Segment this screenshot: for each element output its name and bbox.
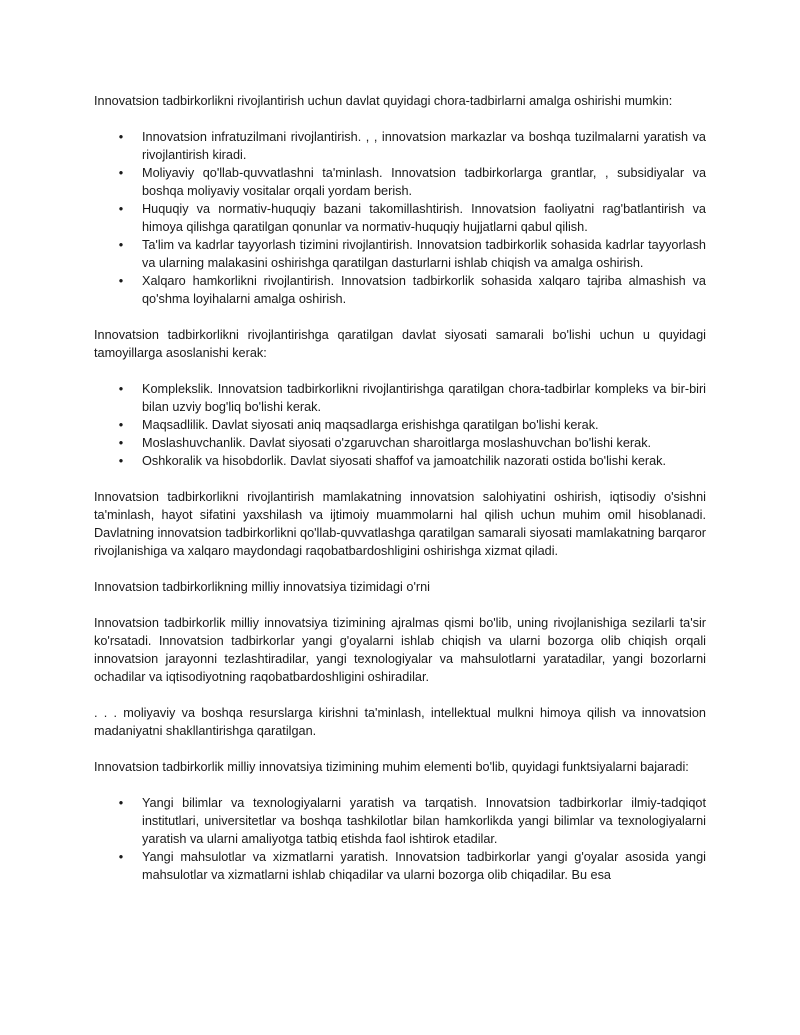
list-item-text: Huquqiy va normativ-huquqiy bazani takomillashtirish. Innovatsion faoliyatni rag'batlantirish va himoya qilishga qaratilgan qonunlar va normativ-huquqiy hujjatlarni qabul qilish. bbox=[142, 202, 706, 234]
intro-paragraph: Innovatsion tadbirkorlikni rivojlantirish uchun davlat quyidagi chora-tadbirlarni amalga oshirishi mumkin: bbox=[94, 94, 673, 108]
principles-list bbox=[94, 380, 706, 470]
document-page bbox=[94, 92, 706, 884]
measures-list bbox=[94, 128, 706, 308]
bullet-icon: • bbox=[118, 436, 124, 450]
list-item bbox=[94, 236, 706, 272]
section-paragraph-2: . . . moliyaviy va boshqa resurslarga kirishni ta'minlash, intellektual mulkni himoya qilish va innovatsion madaniyatni shakllantirishga qaratilgan. bbox=[94, 706, 706, 738]
list-item bbox=[94, 848, 706, 884]
bullet-icon: • bbox=[118, 238, 124, 252]
bullet-icon: • bbox=[118, 796, 124, 810]
functions-list bbox=[94, 794, 706, 884]
bullet-icon: • bbox=[118, 274, 124, 288]
list-item-text: Moliyaviy qo'llab-quvvatlashni ta'minlash. Innovatsion tadbirkorlarga grantlar, , subsidiyalar va boshqa moliyaviy vositalar orqali yordam berish. bbox=[142, 166, 706, 198]
bullet-icon: • bbox=[118, 130, 124, 144]
list-item bbox=[94, 380, 706, 416]
list-item bbox=[94, 452, 706, 470]
list-item-text: Ta'lim va kadrlar tayyorlash tizimini rivojlantirish. Innovatsion tadbirkorlik sohasida kadrlar tayyorlash va ularning malakasini oshirishga qaratilgan dasturlarni ishlab chiqish va amalga oshirish. bbox=[142, 238, 706, 270]
list-item-text: Moslashuvchanlik. Davlat siyosati o'zgaruvchan sharoitlarga moslashuvchan bo'lishi kerak. bbox=[142, 436, 652, 450]
list-item-text: Xalqaro hamkorlikni rivojlantirish. Innovatsion tadbirkorlik sohasida xalqaro tajriba almashish va qo'shma loyihalarni amalga oshirish. bbox=[142, 274, 706, 306]
list-item bbox=[94, 272, 706, 308]
bullet-icon: • bbox=[118, 418, 124, 432]
list-item bbox=[94, 794, 706, 848]
functions-intro-paragraph: Innovatsion tadbirkorlik milliy innovatsiya tizimining muhim elementi bo'lib, quyidagi funktsiyalarni bajaradi: bbox=[94, 760, 689, 774]
section-paragraph-1: Innovatsion tadbirkorlik milliy innovatsiya tizimining ajralmas qismi bo'lib, uning rivojlanishiga sezilarli ta'sir ko'rsatadi. Innovatsion tadbirkorlar yangi g'oyalarni ishlab chiqish va ularni bozorga olib chiqish orqali innovatsion jarayonni tezlashtiradilar, yangi texnologiyalar va mahsulotlarni yaratadilar, yangi bozorlarni ochadilar va iqtisodiyotning raqobatbardoshligini oshiradilar. bbox=[94, 616, 706, 684]
bullet-icon: • bbox=[118, 850, 124, 864]
conclusion-paragraph: Innovatsion tadbirkorlikni rivojlantirish mamlakatning innovatsion salohiyatini oshirish, iqtisodiy o'sishni ta'minlash, hayot sifatini yaxshilash va ijtimoiy muammolarni hal qilish uchun muhim omil hisoblanadi. Davlatning innovatsion tadbirkorlikni qo'llab-quvvatlashga qaratilgan samarali siyosati mamlakatning barqaror rivojlanishiga va xalqaro maydondagi raqobatbardoshligini oshirishga xizmat qiladi. bbox=[94, 490, 706, 558]
list-item-text: Yangi bilimlar va texnologiyalarni yaratish va tarqatish. Innovatsion tadbirkorlar ilmiy-tadqiqot institutlari, universitetlar va boshqa tashkilotlar bilan hamkorlikda yangi bilimlar va texnologiyalarni yaratish va ularni amaliyotga tatbiq etishda faol ishtirok etadilar. bbox=[142, 796, 706, 846]
principles-intro-paragraph: Innovatsion tadbirkorlikni rivojlantirishga qaratilgan davlat siyosati samarali bo'lishi uchun u quyidagi tamoyillarga asoslanishi kerak: bbox=[94, 328, 706, 360]
list-item-text: Komplekslik. Innovatsion tadbirkorlikni rivojlantirishga qaratilgan chora-tadbirlar kompleks va bir-biri bilan uzviy bog'liq bo'lishi kerak. bbox=[142, 382, 706, 414]
bullet-icon: • bbox=[118, 382, 124, 396]
list-item-text: Yangi mahsulotlar va xizmatlarni yaratish. Innovatsion tadbirkorlar yangi g'oyalar asosida yangi mahsulotlar va xizmatlarni ishlab chiqadilar va ularni bozorga olib chiqadilar. Bu esa bbox=[142, 850, 706, 882]
list-item bbox=[94, 164, 706, 200]
bullet-icon: • bbox=[118, 454, 124, 468]
section-heading: Innovatsion tadbirkorlikning milliy innovatsiya tizimidagi o'rni bbox=[94, 580, 430, 594]
list-item-text: Maqsadlilik. Davlat siyosati aniq maqsadlarga erishishga qaratilgan bo'lishi kerak. bbox=[142, 418, 599, 432]
list-item bbox=[94, 434, 706, 452]
list-item bbox=[94, 200, 706, 236]
list-item bbox=[94, 416, 706, 434]
list-item-text: Innovatsion infratuzilmani rivojlantirish. , , innovatsion markazlar va boshqa tuzilmalarni yaratish va rivojlantirish kiradi. bbox=[142, 130, 706, 162]
bullet-icon: • bbox=[118, 202, 124, 216]
bullet-icon: • bbox=[118, 166, 124, 180]
list-item-text: Oshkoralik va hisobdorlik. Davlat siyosati shaffof va jamoatchilik nazorati ostida bo'lishi kerak. bbox=[142, 454, 667, 468]
list-item bbox=[94, 128, 706, 164]
